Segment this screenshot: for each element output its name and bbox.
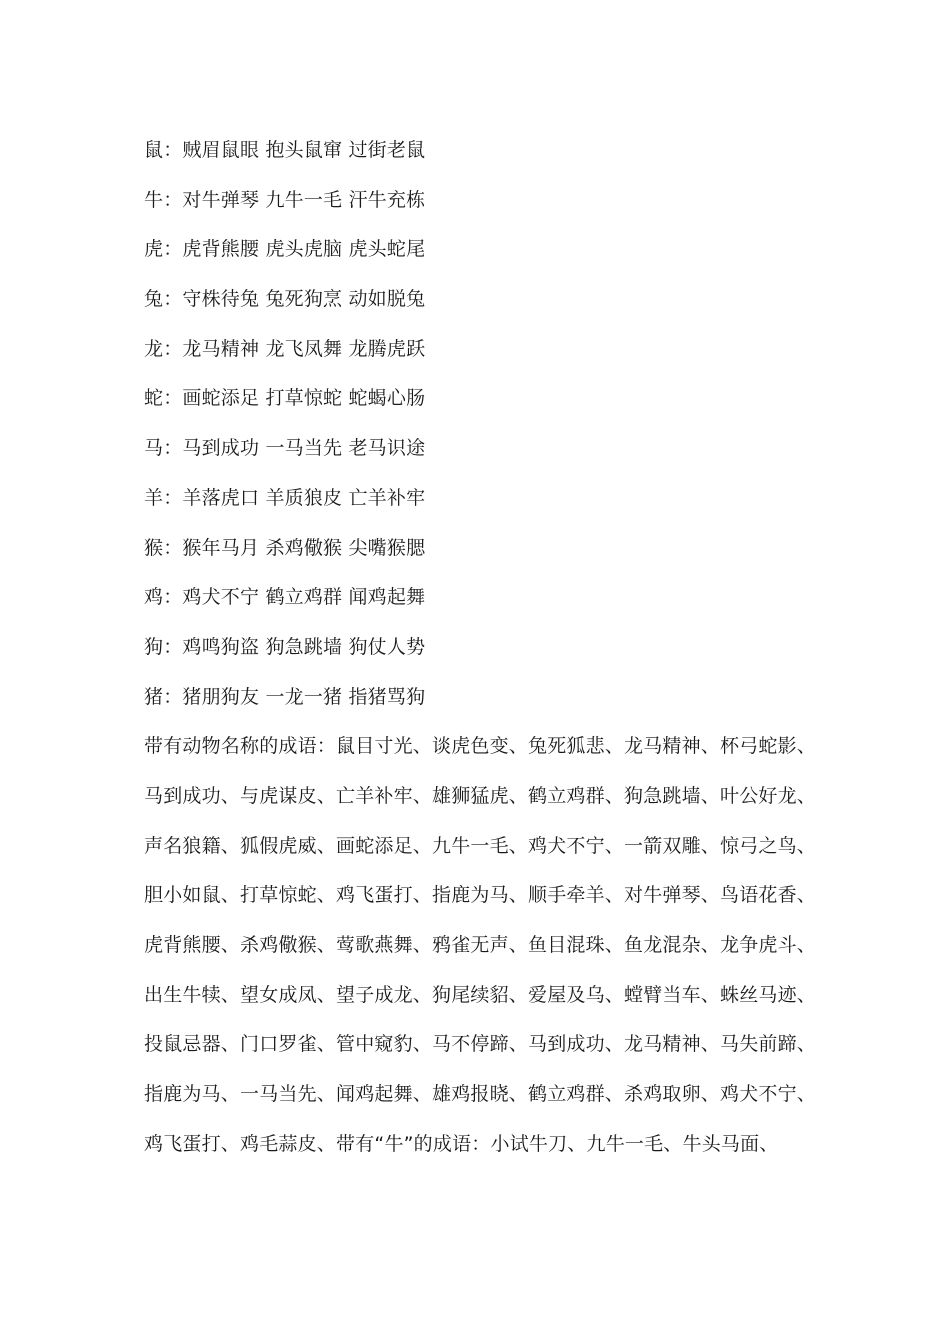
zodiac-line-rooster: 鸡：鸡犬不宁 鹤立鸡群 闻鸡起舞 bbox=[144, 586, 426, 609]
zodiac-line-tiger: 虎：虎背熊腰 虎头虎脑 虎头蛇尾 bbox=[144, 238, 426, 261]
zodiac-line-horse: 马：马到成功 一马当先 老马识途 bbox=[144, 437, 426, 460]
paragraph-line: 虎背熊腰、杀鸡儆猴、莺歌燕舞、鸦雀无声、鱼目混珠、鱼龙混杂、龙争虎斗、 bbox=[144, 934, 817, 956]
paragraph-line: 胆小如鼠、打草惊蛇、鸡飞蛋打、指鹿为马、顺手牵羊、对牛弹琴、鸟语花香、 bbox=[144, 884, 817, 907]
paragraph-line: 带有动物名称的成语：鼠目寸光、谈虎色变、兔死狐悲、龙马精神、杯弓蛇影、 bbox=[144, 735, 817, 758]
zodiac-line-dragon: 龙：龙马精神 龙飞凤舞 龙腾虎跃 bbox=[144, 337, 426, 360]
document-body bbox=[144, 132, 824, 1175]
paragraph-line: 马到成功、与虎谋皮、亡羊补牢、雄狮猛虎、鹤立鸡群、狗急跳墙、叶公好龙、 bbox=[144, 784, 817, 807]
zodiac-line-pig: 猪：猪朋狗友 一龙一猪 指猪骂狗 bbox=[144, 685, 426, 708]
zodiac-line-goat: 羊：羊落虎口 羊质狼皮 亡羊补牢 bbox=[144, 486, 426, 509]
zodiac-line-rabbit: 兔：守株待兔 兔死狗烹 动如脱兔 bbox=[144, 288, 426, 311]
paragraph-line: 指鹿为马、一马当先、闻鸡起舞、雄鸡报晓、鹤立鸡群、杀鸡取卵、鸡犬不宁、 bbox=[144, 1083, 817, 1106]
zodiac-line-ox: 牛：对牛弹琴 九牛一毛 汗牛充栋 bbox=[144, 188, 426, 211]
zodiac-line-snake: 蛇：画蛇添足 打草惊蛇 蛇蝎心肠 bbox=[144, 387, 426, 410]
paragraph-line: 出生牛犊、望女成凤、望子成龙、狗尾续貂、爱屋及乌、螳臂当车、蛛丝马迹、 bbox=[144, 983, 817, 1006]
zodiac-line-rat: 鼠：贼眉鼠眼 抱头鼠窜 过街老鼠 bbox=[144, 139, 426, 161]
zodiac-line-monkey: 猴：猴年马月 杀鸡儆猴 尖嘴猴腮 bbox=[144, 536, 426, 559]
paragraph-line: 投鼠忌器、门口罗雀、管中窥豹、马不停蹄、马到成功、龙马精神、马失前蹄、 bbox=[144, 1033, 817, 1056]
paragraph-line: 鸡飞蛋打、鸡毛蒜皮、带有“牛”的成语：小试牛刀、九牛一毛、牛头马面、 bbox=[144, 1132, 779, 1155]
paragraph-line: 声名狼籍、狐假虎威、画蛇添足、九牛一毛、鸡犬不宁、一箭双雕、惊弓之鸟、 bbox=[144, 834, 817, 857]
zodiac-line-dog: 狗：鸡鸣狗盗 狗急跳墙 狗仗人势 bbox=[144, 635, 426, 658]
